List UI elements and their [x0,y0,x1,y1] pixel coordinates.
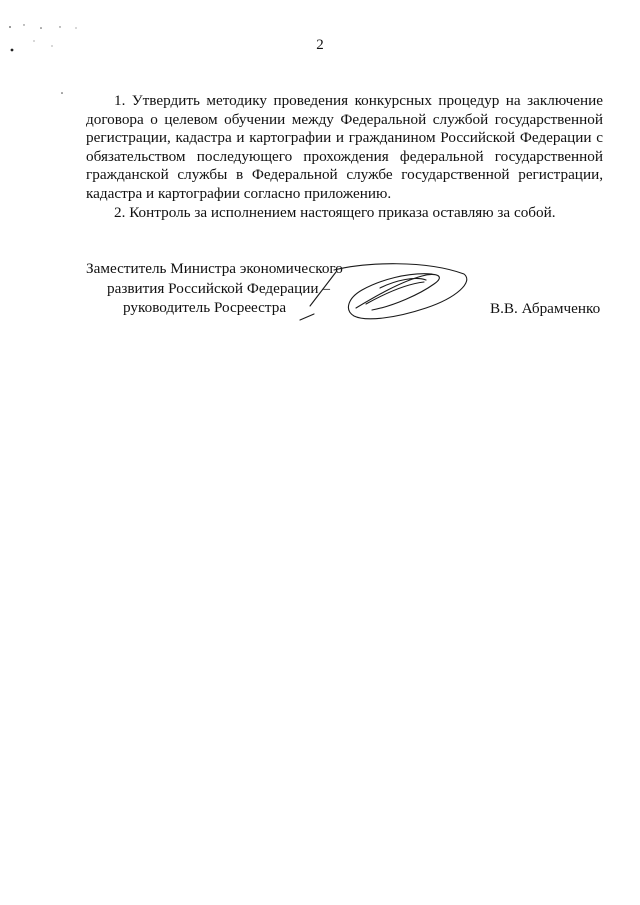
signatory-position-line-1: Заместитель Министра экономического [86,260,343,277]
order-body [86,92,603,222]
paragraph-1: 1. Утвердить методику проведения конкурсных процедур на заключение договора о целевом обучении между Федеральной службой государственной регистрации, кадастра и картографии и гражданином Российской Федерации с обязательством последующего прохождения федеральной государственной гражданской службы в Федеральной службе государственной регистрации, кадастра и картографии согласно приложению. [86,92,603,202]
page-number: 2 [316,37,324,53]
paragraph-2: 2. Контроль за исполнением настоящего приказа оставляю за собой. [114,203,556,221]
signer-name: В.В. Абрамченко [490,300,601,317]
signatory-position-line-3: руководитель Росреестра [123,299,287,316]
handwritten-signature [296,258,476,328]
signatory-position-line-2: развития Российской Федерации – [107,280,330,297]
